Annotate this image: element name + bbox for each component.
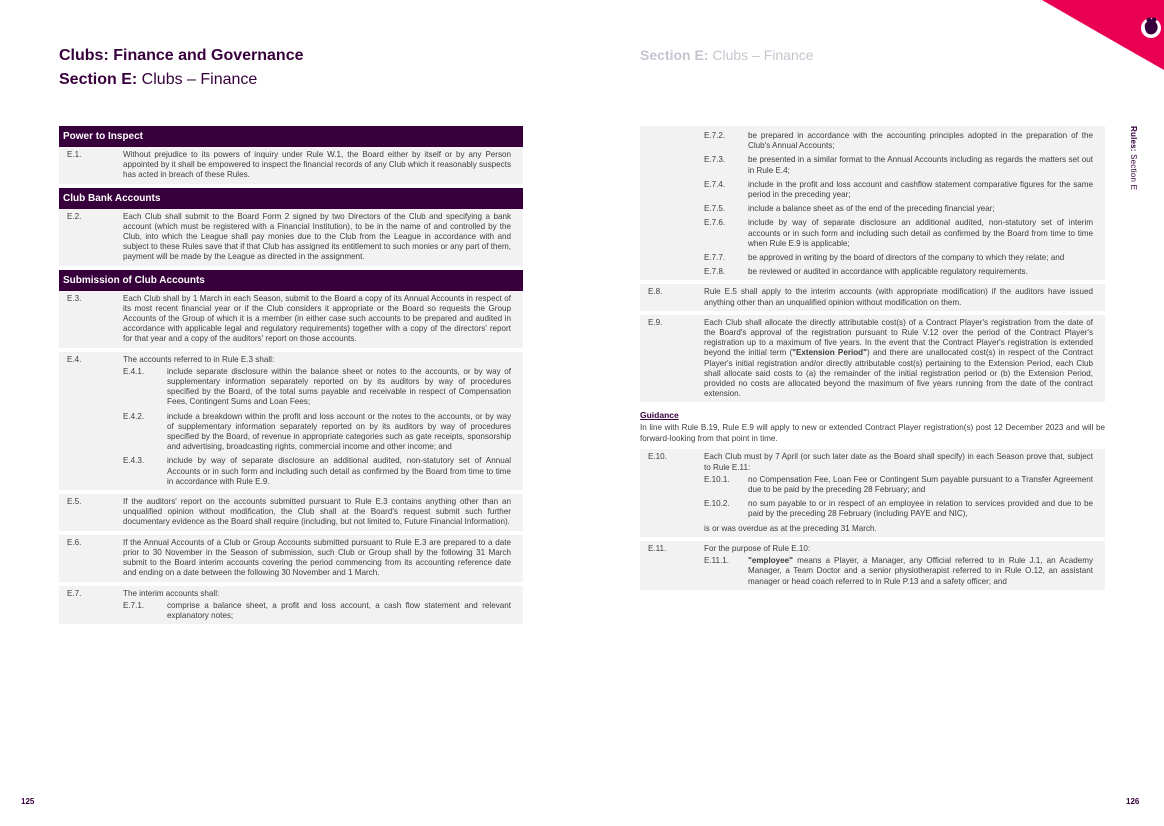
rule-e2 — [59, 209, 523, 266]
rule-number: E.6. — [67, 537, 82, 547]
rule-number: E.1. — [67, 150, 82, 159]
rule-text: For the purpose of Rule E.10: — [704, 543, 811, 553]
sub-rule-number: E.7.4. — [704, 179, 726, 189]
sub-rule-text: include by way of separate disclosure an additional audited, non-statutory set of interim accounts or in such form and including such detail as confirmed by the Board from time to time when Rule E.9 is applicable; — [748, 218, 1093, 248]
sub-rule-number: E.7.1. — [123, 600, 145, 610]
sub-rule-e10-2 — [704, 499, 1093, 519]
rule-text: Without prejudice to its powers of inquiry under Rule W.1, the Board either by itself or by any Person appointed by it shall be empowered to inspect the financial records of any Club which it reasonably suspects has acted in breach of these Rules. — [123, 150, 511, 180]
rule-e7-continued — [640, 126, 1105, 280]
sub-rule-e4-1 — [123, 367, 511, 408]
sub-rule-text — [748, 556, 1093, 587]
rule-e8 — [640, 284, 1105, 310]
rule-text: Each Club must by 7 April (or such later date as the Board shall specify) in each Season prove that, subject to Rule E.11: — [704, 452, 1093, 472]
sub-rule-number: E.7.6. — [704, 218, 726, 228]
sub-rule-text: be prepared in accordance with the accounting principles adopted in the preparation of the Club's Annual Accounts; — [748, 131, 1093, 151]
rule-closing-text: is or was overdue as at the preceding 31 March. — [704, 523, 877, 533]
rule-e11 — [640, 541, 1105, 590]
rule-text: If the auditors' report on the accounts submitted pursuant to Rule E.3 contains anything other than an unqualified opinion without modification, the Club shall at the Board's request submit such further documentary evidence as the Board shall require (including, but not limited to, Future Financial Information). — [123, 497, 511, 527]
sub-rule-number: E.4.3. — [123, 456, 145, 466]
right-page-header — [640, 47, 814, 63]
document-title: Clubs: Finance and Governance — [59, 47, 304, 64]
rule-text: If the Annual Accounts of a Club or Group Accounts submitted pursuant to Rule E.3 are prepared to a date prior to 30 November in the Season of submission, such Club or Group shall by the following 31 March submit to the Board interim accounts covering the period commencing from its accounting reference date and ending on a date between the following 30 November and 1 March. — [123, 537, 511, 578]
rule-text-part: Each Club shall allocate the directly attributable cost(s) of a Contract Player's registration from the date of the Board's approval of the registration pursuant to Rule V.12 over the period of the Contract Player's registration up to a maximum of five years. In the event that the Contract Player's registration is extended beyond the initial term ( — [704, 317, 1093, 358]
sub-rule-e7-6 — [704, 218, 1093, 249]
left-column — [59, 126, 523, 628]
sub-rule-e11-1 — [704, 556, 1093, 587]
rule-text-part: ) and there are unallocated cost(s) in respect of the Contract Player's initial registration and/or directly attributable cost(s) pertaining to the Extension Period, each Club shall allocate said costs to (a) the remainder of the initial registration period or (b) the Extension Period, provided no costs are allocated beyond the maximum of five years running from the date of the contract extension. — [704, 348, 1093, 399]
guidance-title: Guidance — [640, 410, 679, 421]
sub-rule-text: be presented in a similar format to the Annual Accounts including as regards the matters set out in Rule E.4; — [748, 155, 1093, 175]
sub-rule-text: include in the profit and loss account and cashflow statement comparative figures for the same period in the preceding year; — [748, 179, 1093, 200]
sub-rule-number: E.7.5. — [704, 204, 726, 214]
rule-e6 — [59, 535, 523, 582]
sub-rule-number: E.11.1. — [704, 556, 730, 566]
rule-text — [704, 318, 1093, 400]
section-heading-submission-of-club-accounts: Submission of Club Accounts — [59, 270, 523, 291]
side-tab-bold: Rules: — [1129, 126, 1138, 152]
rule-text: Rule E.5 shall apply to the interim accounts (with appropriate modification) if the auditors have issued anything other than an unqualified opinion without modification on them. — [704, 287, 1093, 307]
rule-text: The interim accounts shall: — [123, 588, 220, 598]
sub-rule-e7-7 — [704, 253, 1093, 263]
sub-rule-e7-5 — [704, 204, 1093, 214]
sub-rule-number: E.4.2. — [123, 411, 145, 421]
side-tab-text: Section E — [1129, 151, 1138, 191]
sub-rule-number: E.4.1. — [123, 366, 145, 376]
rule-number: E.7. — [67, 588, 82, 598]
sub-rule-number: E.10.2. — [704, 499, 730, 509]
side-tab-label — [1129, 126, 1138, 190]
sub-rule-text: include a balance sheet as of the end of the preceding financial year; — [748, 204, 995, 214]
section-name: Clubs – Finance — [137, 71, 258, 88]
rule-text: Each Club shall by 1 March in each Season, submit to the Board a copy of its Annual Accounts in respect of its most recent financial year or if the Club considers it appropriate or the Board so requests the Group Accounts of the Group of which it is a member (in either case such accounts to be prepared and audited in accordance with applicable legal and regulatory requirements) together with a copy of the directors' report for that year and a copy of the auditors' report on those accounts. — [123, 293, 511, 344]
sub-rule-text: no Compensation Fee, Loan Fee or Contingent Sum payable pursuant to a Transfer Agreement due to be paid by the preceding 28 February; and — [748, 474, 1093, 495]
rule-e5 — [59, 494, 523, 531]
rule-number: E.5. — [67, 497, 82, 507]
section-heading-club-bank-accounts: Club Bank Accounts — [59, 188, 523, 209]
rule-e10 — [640, 449, 1105, 536]
rule-e7 — [59, 586, 523, 625]
rule-text: Each Club shall submit to the Board Form 2 signed by two Directors of the Club and specifying a bank account (which must be registered with a Financial Institution), to be in the name of and controlled by the Club, into which the League shall pay monies due to the Club from the League in accordance with and subject to these Rules save that if that Club has assigned its entitlement to such monies or any part of them, payment will be made by the League as directed in the assignment. — [123, 211, 511, 262]
rule-number: E.8. — [648, 287, 663, 297]
rule-e4 — [59, 352, 523, 490]
sub-rule-e7-4 — [704, 180, 1093, 200]
sub-rule-text: comprise a balance sheet, a profit and loss account, a cash flow statement and relevant explanatory notes; — [167, 600, 511, 620]
rule-number: E.11. — [648, 543, 667, 553]
section-label: Section E: — [59, 71, 138, 88]
sub-rule-number: E.7.2. — [704, 131, 726, 140]
sub-rule-e4-3 — [123, 456, 511, 487]
rule-e9 — [640, 315, 1105, 403]
sub-rule-text: be approved in writing by the board of directors of the company to which they relate; and — [748, 253, 1065, 263]
sub-rule-e7-8 — [704, 267, 1093, 277]
sub-rule-number: E.10.1. — [704, 474, 730, 484]
rule-text: The accounts referred to in Rule E.3 shall: — [123, 354, 275, 364]
right-section-label: Section E: — [640, 47, 709, 63]
section-title — [59, 67, 304, 93]
sub-rule-number: E.7.3. — [704, 155, 726, 165]
sub-rule-e10-1 — [704, 475, 1093, 495]
sub-rule-number: E.7.8. — [704, 267, 726, 277]
sub-rule-text: include by way of separate disclosure an additional audited, non-statutory set of Annual Accounts or in such form and including such detail as confirmed by the Board from time to time in accordance with Rule E.9. — [167, 456, 511, 486]
defined-term: "Extension Period" — [792, 348, 867, 358]
page-number-left: 125 — [21, 797, 35, 806]
sub-rule-text: include separate disclosure within the balance sheet or notes to the accounts, or by way of supplementary information separately reported on by its auditors by way of procedures specified by the Board, of the total sums payable and receivable in respect of Compensation Fees, Contingent Sums and Loan Fees; — [167, 366, 511, 407]
defined-term: "employee" — [748, 556, 794, 566]
rule-number: E.4. — [67, 354, 82, 364]
premier-league-logo-corner — [1024, 0, 1164, 70]
sub-rule-text: be reviewed or audited in accordance with applicable regulatory requirements. — [748, 267, 1028, 277]
rule-e1 — [59, 147, 523, 184]
sub-rule-e7-1 — [123, 601, 511, 621]
sub-rule-text: include a breakdown within the profit and loss account or the notes to the accounts, or by way of supplementary information separately reported on by its auditors by way of procedures specified by the Board, of revenue in appropriate categories such as gate receipts, sponsorship and advertising, broadcasting rights, commercial income and other income; and — [167, 411, 511, 452]
sub-rule-text-part: means a Player, a Manager, any Official referred to in Rule J.1, an Academy Manager, a Team Doctor and a senior physiotherapist referred to in Rule O.12, an assistant manager or head coach referred to in Rule P.13 and a safety officer; and — [748, 556, 1093, 586]
right-column — [640, 126, 1105, 594]
rule-number: E.9. — [648, 317, 663, 327]
guidance-text: In line with Rule B.19, Rule E.9 will apply to new or extended Contract Player registration(s) post 12 December 2023 and will be forward-looking from that point in time. — [640, 423, 1105, 443]
sub-rule-e7-2 — [704, 131, 1093, 151]
sub-rule-e4-2 — [123, 412, 511, 453]
rule-number: E.3. — [67, 293, 82, 303]
left-page-header — [59, 45, 304, 93]
rule-e3 — [59, 291, 523, 348]
section-heading-power-to-inspect: Power to Inspect — [59, 126, 523, 147]
right-section-name: Clubs – Finance — [708, 47, 814, 63]
page-number-right: 126 — [1126, 797, 1140, 806]
rule-number: E.10. — [648, 452, 667, 462]
rule-number: E.2. — [67, 211, 82, 221]
sub-rule-e7-3 — [704, 155, 1093, 175]
sub-rule-number: E.7.7. — [704, 253, 726, 263]
sub-rule-text: no sum payable to or in respect of an employee in relation to services provided and due to be paid by the preceding 28 February (including PAYE and NIC), — [748, 499, 1093, 519]
